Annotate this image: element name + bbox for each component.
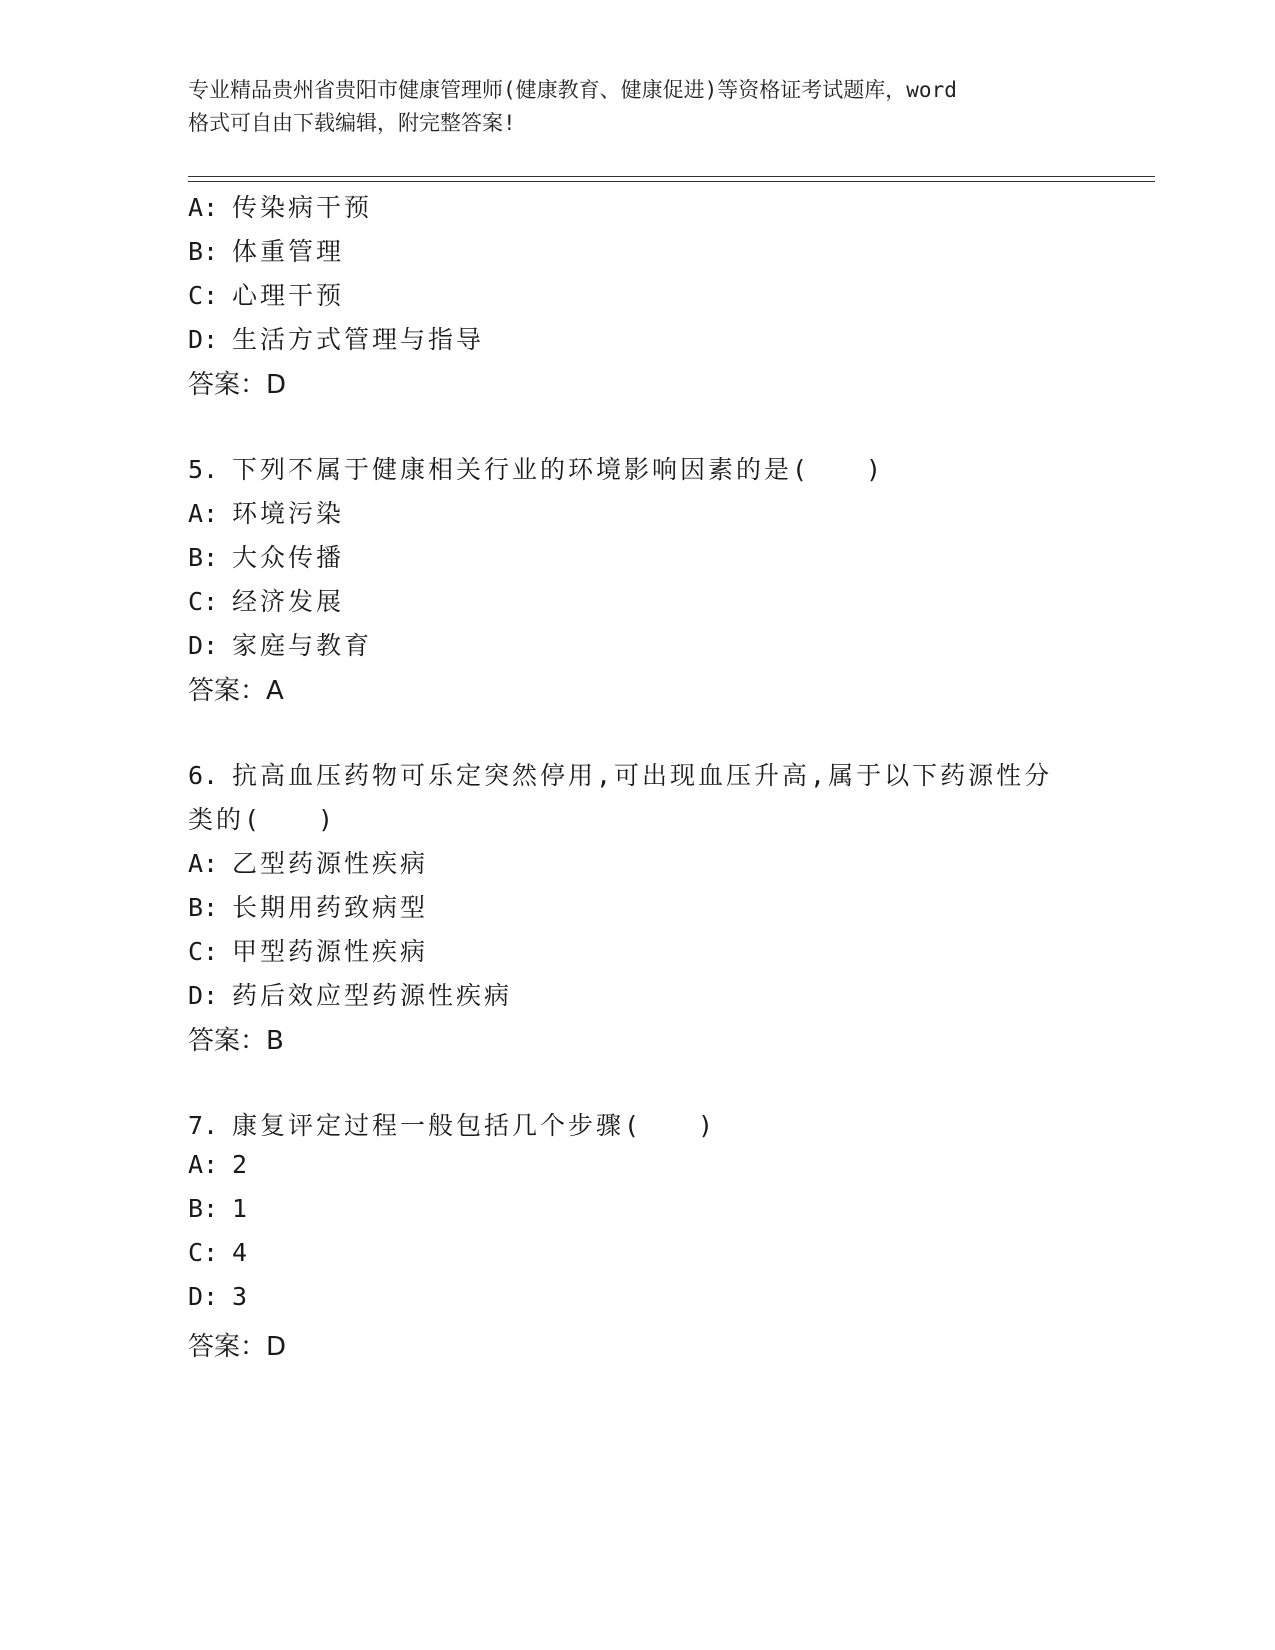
option-text: 长期用药致病型 [232,893,429,922]
header-divider-top [188,176,1155,177]
option-text: 环境污染 [232,499,345,528]
q6-option-a [188,844,428,880]
option-text: 体重管理 [232,237,345,266]
question-number: 7. [188,1111,219,1140]
option-text: 传染病干预 [232,193,373,222]
option-key: A: [188,1150,219,1179]
q5-option-b [188,538,344,574]
q5-option-a [188,494,344,530]
q7-option-a [188,1150,250,1179]
option-text: 乙型药源性疾病 [232,849,429,878]
document-header [188,74,1088,140]
q7-answer: 答案：D [188,1332,287,1362]
option-text: 4 [232,1238,251,1267]
q4-option-b [188,232,344,268]
q7-option-b [188,1194,250,1223]
option-key: D: [188,325,219,354]
question-text: 下列不属于健康相关行业的环境影响因素的是( ) [232,455,885,484]
q5-option-c [188,582,344,618]
header-line-2: 格式可自由下载编辑，附完整答案! [188,111,516,135]
option-key: A: [188,193,219,222]
option-text: 2 [232,1150,251,1179]
option-text: 药后效应型药源性疾病 [232,981,513,1010]
q6-answer: 答案：B [188,1026,284,1056]
option-key: B: [188,1194,219,1223]
option-text: 大众传播 [232,543,345,572]
question-number: 6. [188,761,219,790]
question-text: 抗高血压药物可乐定突然停用,可出现血压升高,属于以下药源性分 [232,761,1053,790]
option-text: 1 [232,1194,251,1223]
option-text: 生活方式管理与指导 [232,325,485,354]
q4-option-d [188,320,484,356]
q5-option-d [188,626,372,662]
option-key: C: [188,937,219,966]
question-text: 康复评定过程一般包括几个步骤( ) [232,1111,717,1140]
q7-option-c [188,1238,250,1267]
q6-option-d [188,976,512,1012]
q4-answer: 答案：D [188,370,287,400]
q6-stem-line-2: 类的( ) [188,805,337,834]
q6-stem-line-1 [188,756,1052,792]
q7-option-d [188,1282,250,1311]
option-key: C: [188,587,219,616]
option-key: C: [188,281,219,310]
option-text: 3 [232,1282,251,1311]
option-text: 心理干预 [232,281,345,310]
option-key: A: [188,849,219,878]
option-key: C: [188,1238,219,1267]
option-key: B: [188,543,219,572]
q6-option-c [188,932,428,968]
q4-option-a [188,188,372,224]
q7-stem [188,1106,716,1142]
q5-answer: 答案：A [188,676,284,706]
question-number: 5. [188,455,219,484]
option-key: B: [188,893,219,922]
option-text: 甲型药源性疾病 [232,937,429,966]
header-line-1: 专业精品贵州省贵阳市健康管理师(健康教育、健康促进)等资格证考试题库，word [188,78,957,102]
option-key: D: [188,631,219,660]
header-divider-bottom [188,181,1155,182]
option-key: B: [188,237,219,266]
option-key: D: [188,1282,219,1311]
option-text: 家庭与教育 [232,631,373,660]
q6-option-b [188,888,428,924]
q5-stem [188,450,884,486]
option-key: A: [188,499,219,528]
option-text: 经济发展 [232,587,345,616]
option-key: D: [188,981,219,1010]
q4-option-c [188,276,344,312]
